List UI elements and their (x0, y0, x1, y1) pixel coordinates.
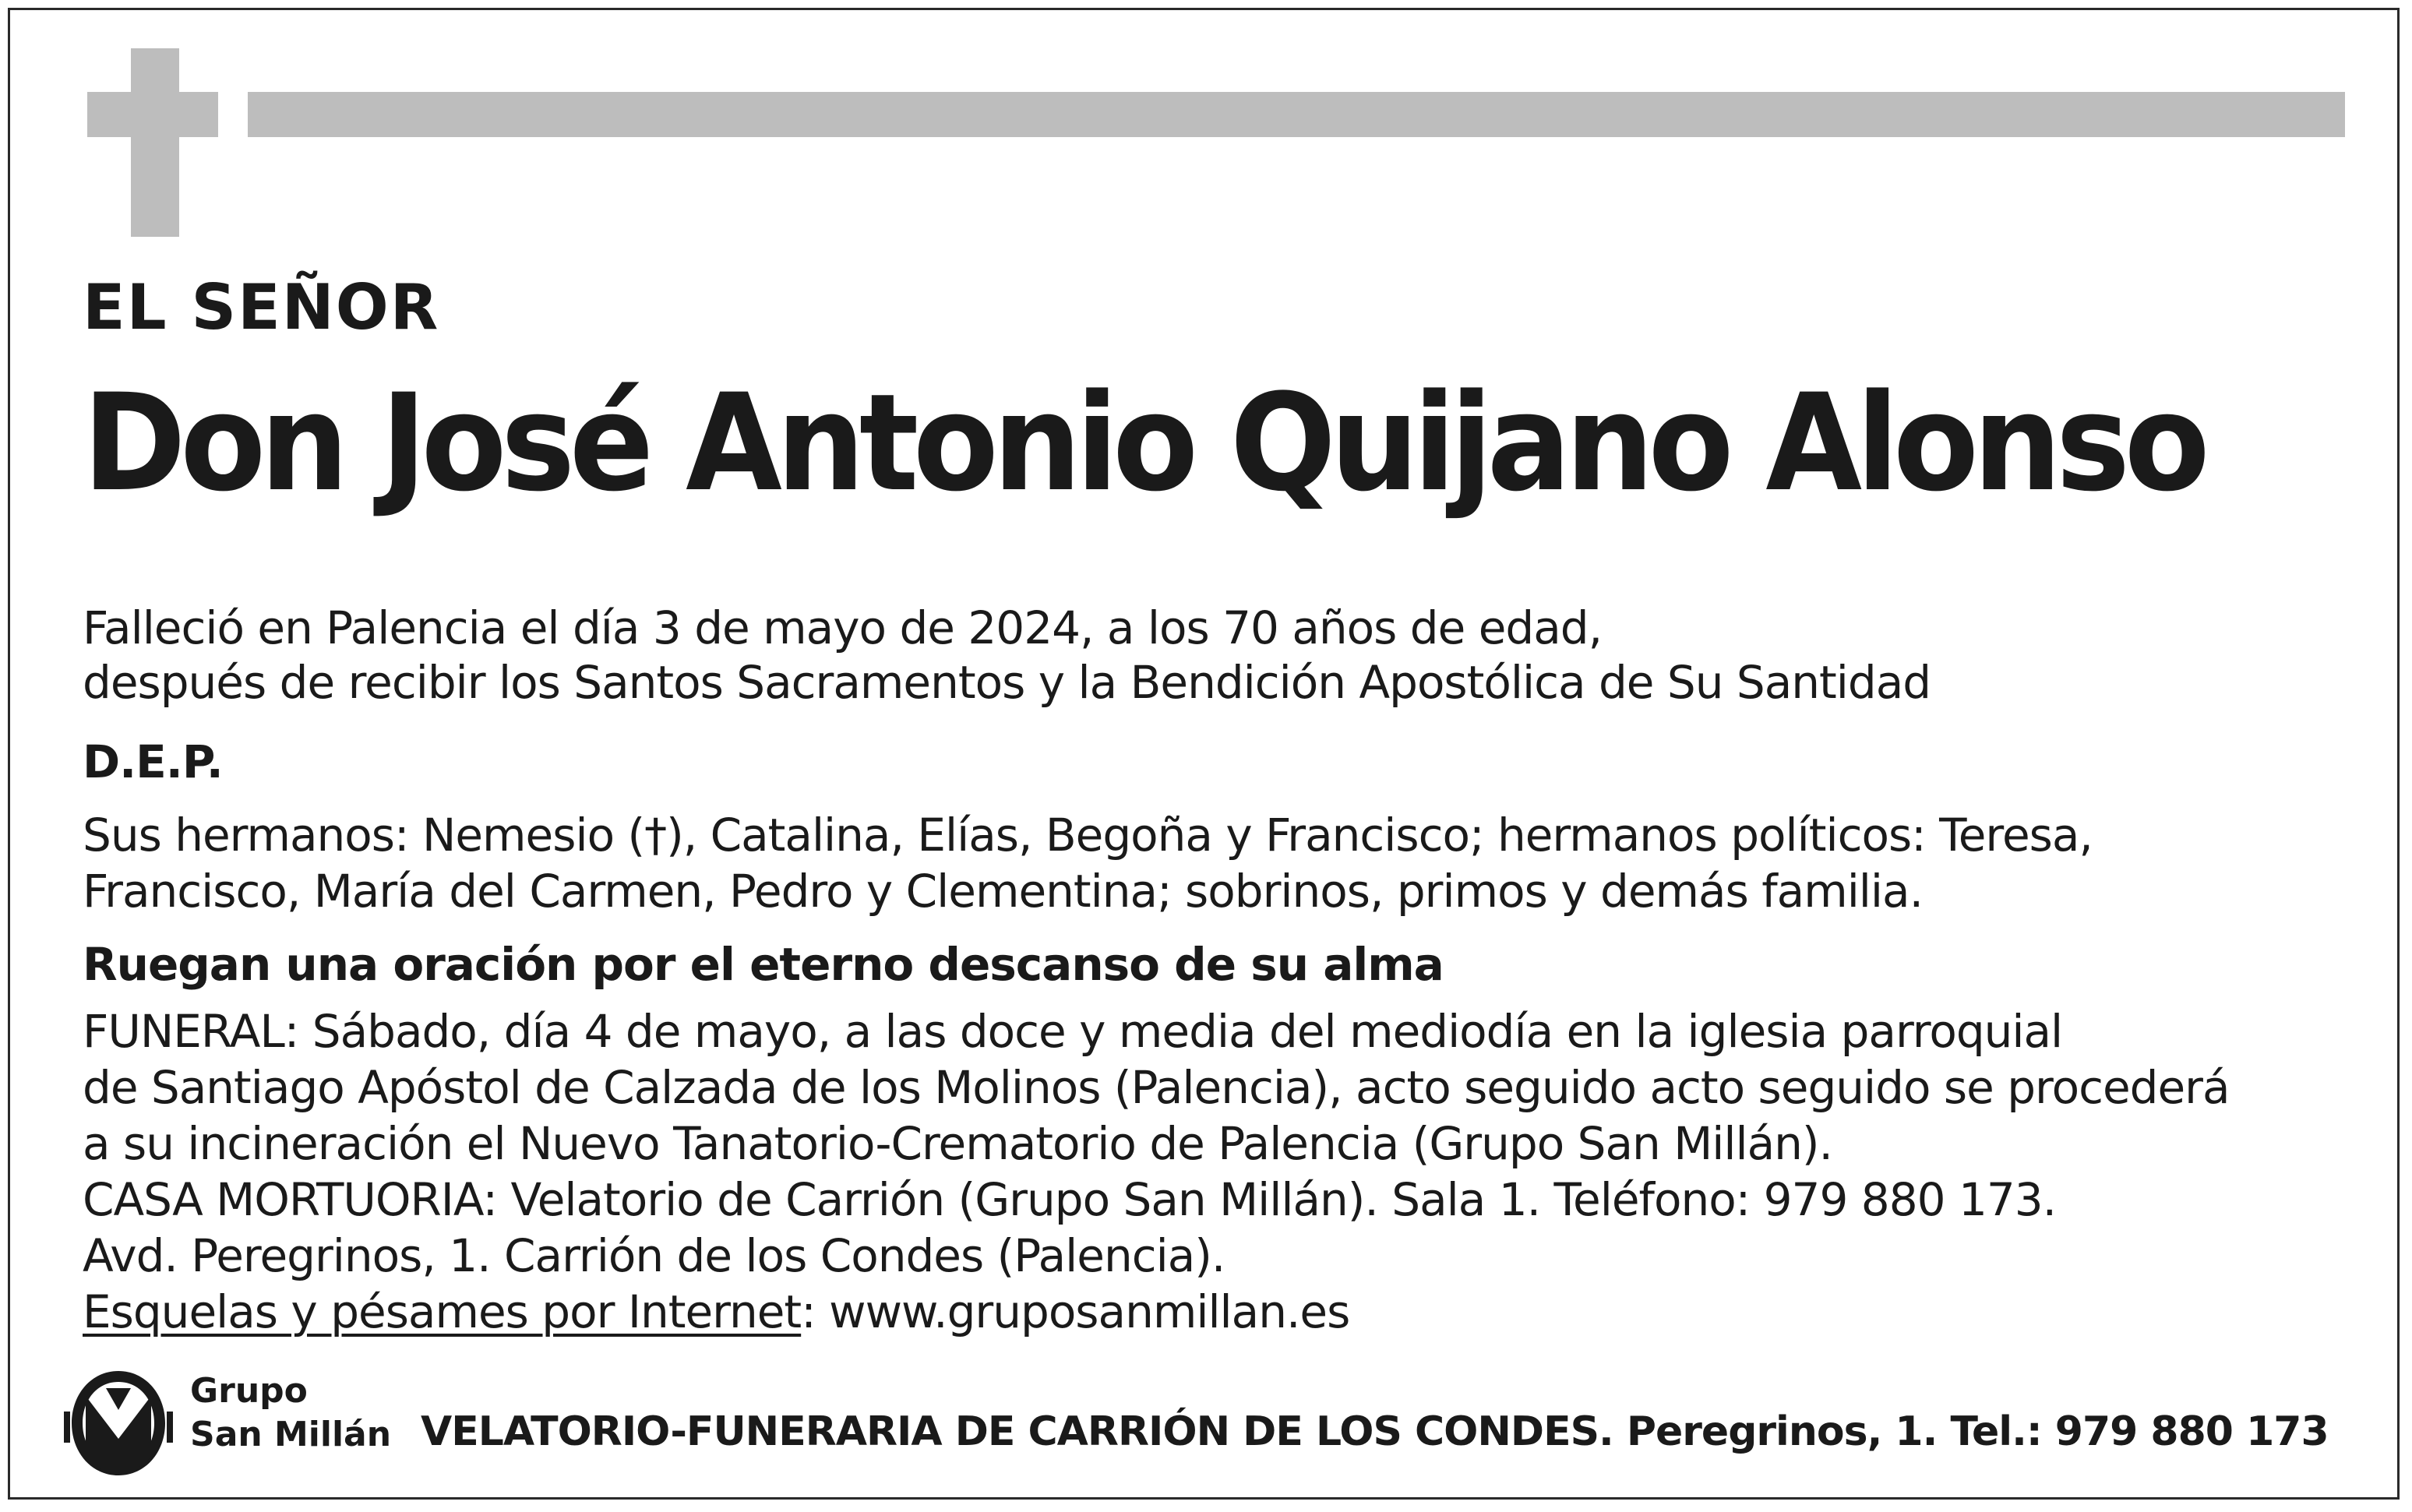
house-line-2: Avd. Peregrinos, 1. Carrión de los Condes (Palencia). (83, 1229, 1225, 1282)
header-rule (248, 92, 2345, 137)
internet-line (83, 1285, 1349, 1338)
funeral-line-2: de Santiago Apóstol de Calzada de los Molinos (Palencia), acto seguido acto seguido se procederá (83, 1061, 2230, 1114)
funeral-line-3: a su incineración el Nuevo Tanatorio-Crematorio de Palencia (Grupo San Millán). (83, 1117, 1832, 1170)
cross-icon (87, 48, 218, 237)
internet-url[interactable]: : www.gruposanmillan.es (801, 1285, 1350, 1338)
logo-word-grupo: Grupo (190, 1371, 308, 1411)
death-line-1: Falleció en Palencia el día 3 de mayo de 2024, a los 70 años de edad, (83, 601, 1603, 654)
honorific: EL SEÑOR (83, 271, 440, 344)
house-line-1: CASA MORTUORIA: Velatorio de Carrión (Grupo San Millán). Sala 1. Teléfono: 979 880 173. (83, 1173, 2057, 1226)
family-line-1: Sus hermanos: Nemesio (†), Catalina, Elías, Begoña y Francisco; hermanos políticos: Teresa, (83, 809, 2093, 862)
dep-label: D.E.P. (83, 735, 223, 788)
funeral-line-1: FUNERAL: Sábado, día 4 de mayo, a las doce y media del mediodía en la iglesia parroquial (83, 1005, 2063, 1058)
internet-label[interactable]: Esquelas y pésames por Internet (83, 1285, 802, 1338)
business-footer: VELATORIO-FUNERARIA DE CARRIÓN DE LOS CONDES. Peregrinos, 1. Tel.: 979 880 173 (421, 1408, 2329, 1455)
deceased-name: Don José Antonio Quijano Alonso (83, 365, 2205, 521)
logo-word-san-millan: San Millán (190, 1415, 392, 1454)
grupo-san-millan-logo-icon (64, 1365, 173, 1482)
prayer-request: Ruegan una oración por el eterno descanso de su alma (83, 938, 1444, 991)
death-line-2: después de recibir los Santos Sacramentos y la Bendición Apostólica de Su Santidad (83, 656, 1931, 709)
family-line-2: Francisco, María del Carmen, Pedro y Clementina; sobrinos, primos y demás familia. (83, 865, 1924, 918)
